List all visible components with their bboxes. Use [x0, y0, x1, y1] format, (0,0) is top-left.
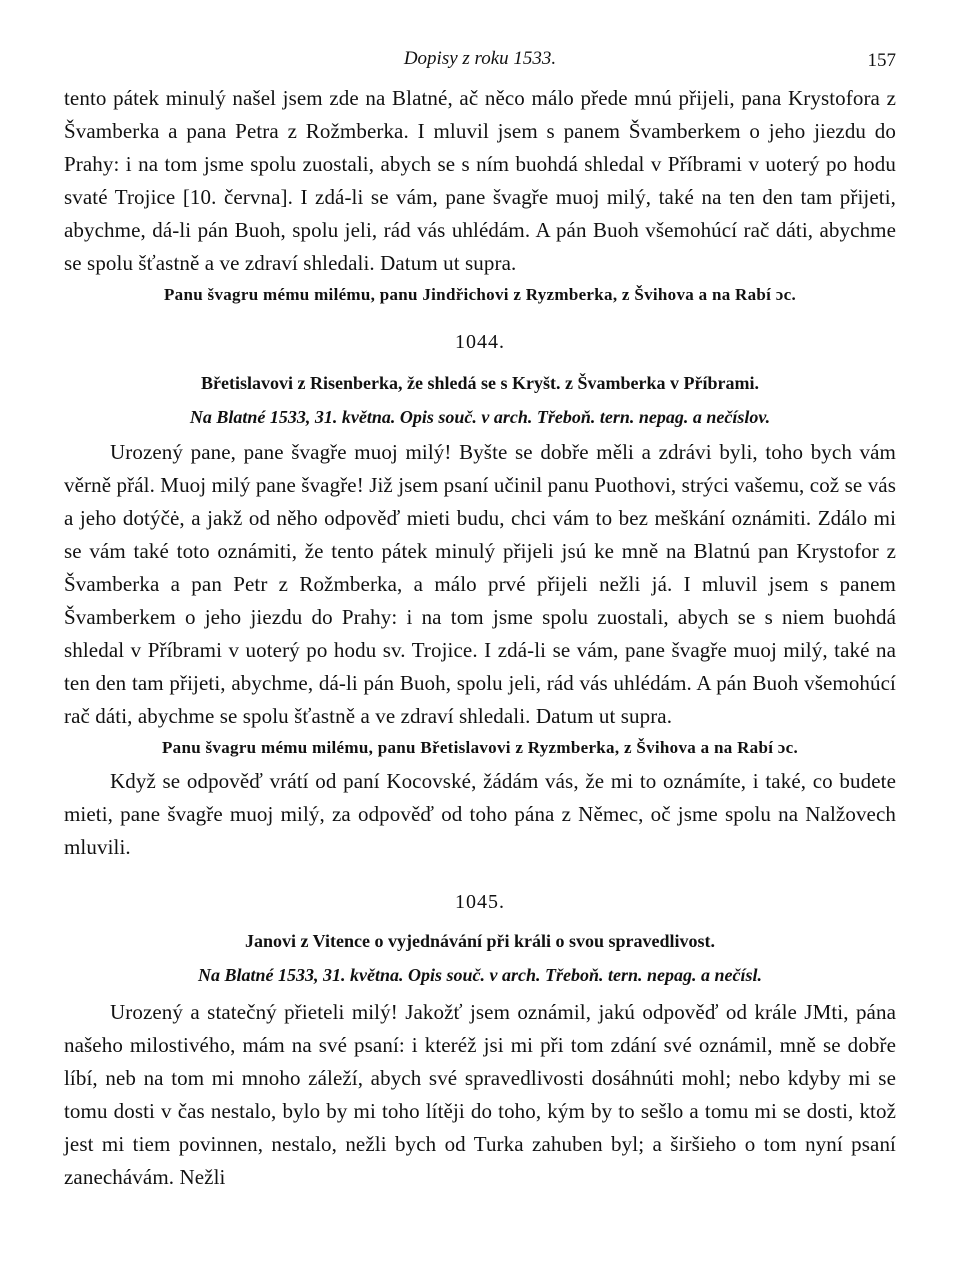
letter-address: Panu švagru mému milému, panu Břetislavovi z Ryzmberka, z Švihova a na Rabí ɔc. [161, 738, 799, 757]
letter-source-note: Na Blatné 1533, 31. května. Opis souč. v arch. Třeboň. tern. nepag. a nečísl. [197, 965, 762, 985]
letter-body: Urozený pane, pane švagře muoj milý! Byšte se dobře měli a zdrávi byli, toho bych vám věrně přál. Muoj milý pane švagře! Již jsem psaní učinil panu Puothovi, strýci vašemu, což se vás a jeho dotýčė, a jakž od něho odpověď mieti budu, chci vám to bez meškání oznámiti. Zdálo mi se vám také toto oznámiti, že tento pátek minulý přijeli jsú ke mně na Blatnú pan Krystofor z Švamberka a pan Petr z Rožmberka, a málo prvé přijeli nežli já. I mluvil jsem s panem Švamberkem o jeho jiezdu do Prahy: i na tom jsme spolu zuostali, abych se s niem buohdá shledal v Příbrami v uoterý po hodu sv. Trojice. I zdá-li se vám, pane švagře muoj milý, také na ten den tam přijeti, abychme, dá-li pán Buoh, spolu jeli, rád vás uhlédám. A pán Buoh všemohúcí rač dáti, abychme se spolu šťastně a ve zdraví shledali. Datum ut supra. [64, 440, 896, 728]
letter-body: Urozený a statečný přieteli milý! Jakožť jsem oznámil, jakú odpověď od krále JMti, pána našeho milostivého, mám na své psaní: i kteréž jsi mi při tom zdání své oznámil, mně se dobře líbí, neb na tom mi mnoho záleží, abych své spravedlivosti dosáhnúti mohl; nebo kdyby mi se tomu dosti v čas nestalo, bylo by mi toho lítěji do toho, kým by to sešlo a tomu mi se dosti, ktož jest mi tiem povinnen, nestalo, nežli bych od Turka zahuben byl; a širšieho o tom nyní psaní zanechávám. Nežli [64, 1000, 896, 1189]
letter-number: 1045. [455, 891, 505, 913]
letter-summary: Janovi z Vitence o vyjednávání při králi o svou spravedlivost. [244, 931, 716, 951]
letter-summary: Břetislavovi z Risenberka, že shledá se s Kryšt. z Švamberka v Příbrami. [201, 373, 759, 393]
letter-number: 1044. [455, 331, 505, 353]
running-head [64, 48, 896, 82]
letter-source-note: Na Blatné 1533, 31. května. Opis souč. v arch. Třeboň. tern. nepag. a nečíslov. [189, 407, 771, 427]
continued-letter-address: Panu švagru mému milému, panu Jindřichovi z Ryzmberka, z Švihova a na Rabí ɔc. [164, 285, 796, 304]
page-number: 157 [867, 50, 896, 71]
letter-postscript: Když se odpověď vrátí od paní Kocovské, žádám vás, že mi to oznámíte, i také, co budete mieti, pane švagře muoj milý, za odpověď od toho pána z Němec, oč jsme spolu na Nalžovech mluvili. [64, 769, 896, 859]
running-title: Dopisy z roku 1533. [403, 48, 557, 69]
book-page [64, 48, 896, 1194]
continued-letter-body: tento pátek minulý našel jsem zde na Blatné, ač něco málo přede mnú přijeli, pana Krystofora z Švamberka a pana Petra z Rožmberka. I mluvil jsem s panem Švamberkem o jeho jiezdu do Prahy: i na tom jsme spolu zuostali, abych se s ním buohdá shledal v Příbrami v uoterý po hodu svaté Trojice [10. června]. I zdá-li se vám, pane švagře muoj milý, také na ten den tam přijeti, abychme, dá-li pán Buoh, spolu jeli, rád vás uhlédám. A pán Buoh všemohúcí rač dáti, abychme se spolu šťastně a ve zdraví shledali. Datum ut supra. [64, 86, 896, 275]
